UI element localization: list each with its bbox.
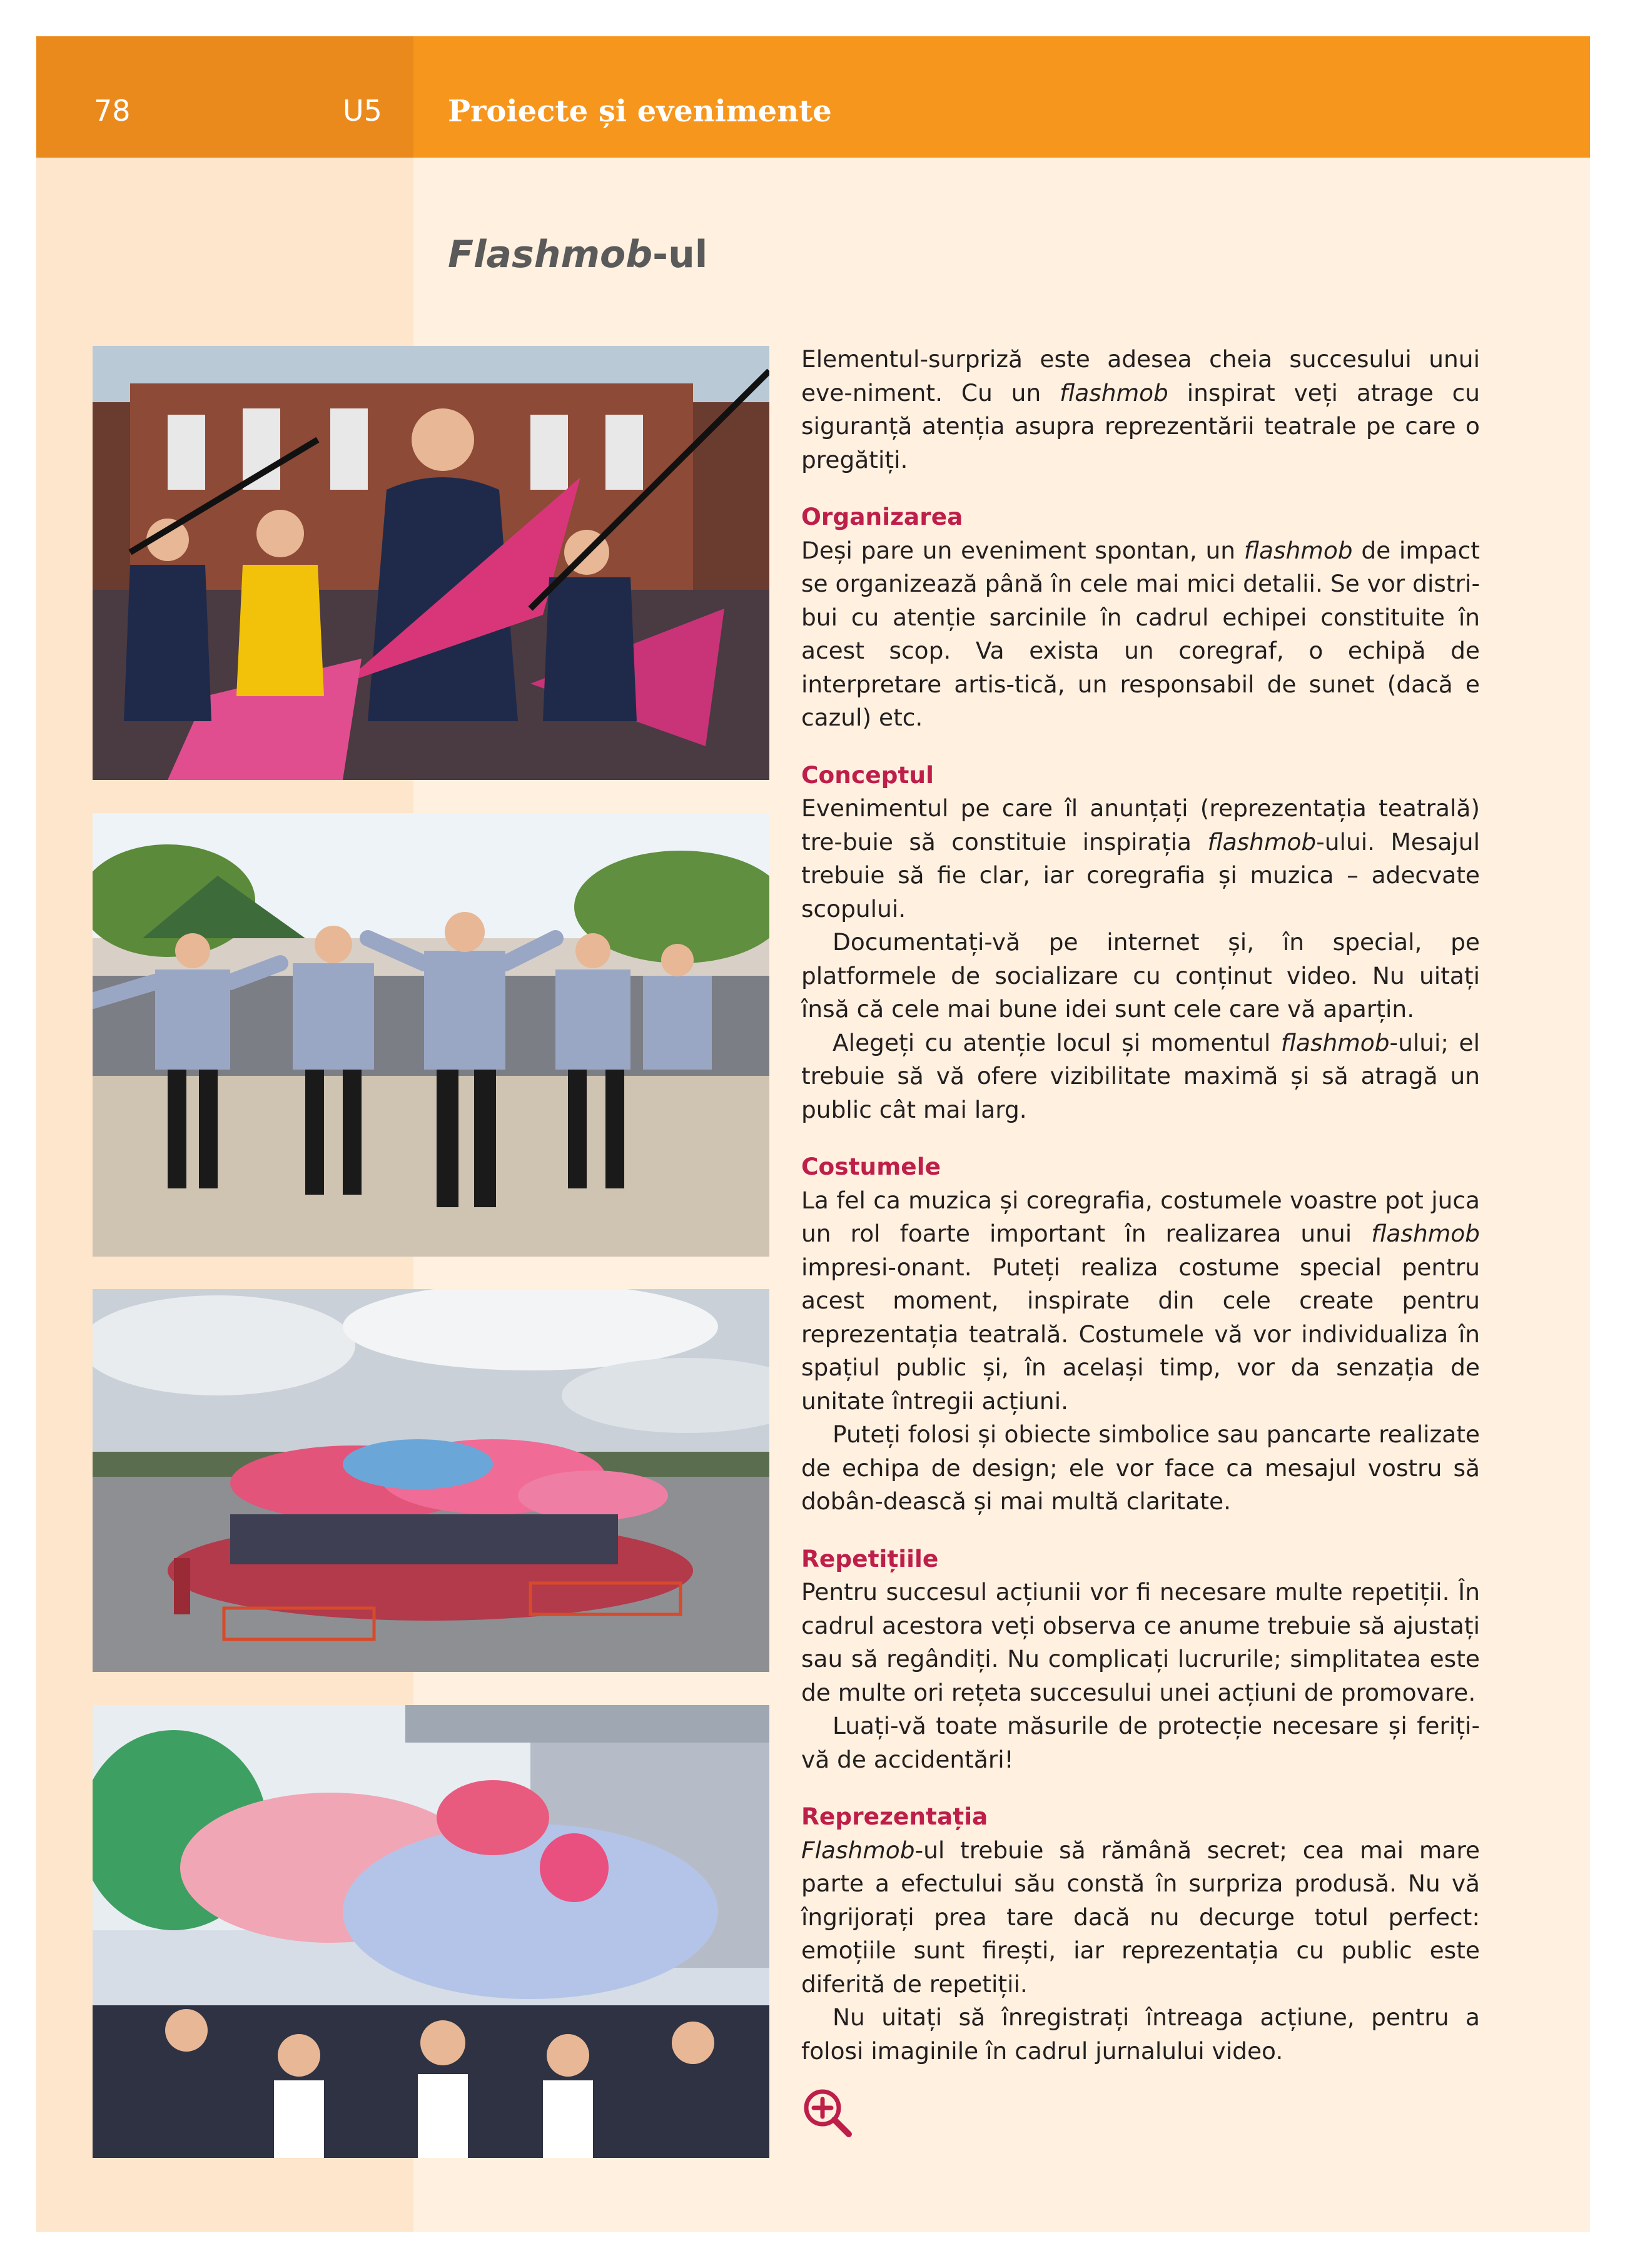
chapter-title: Proiecte și evenimente (448, 94, 832, 129)
organizarea-paragraph (801, 534, 1480, 735)
conceptul-p1-text-1: Evenimentul pe care îl anunțați (reprezentația teatrală) tre-buie să constituie inspirația (801, 794, 1480, 856)
section-title-rest: -ul (652, 233, 708, 276)
heading-repetitiile: Repetițiile (801, 1544, 939, 1572)
heading-organizarea: Organizarea (801, 503, 963, 530)
reprezentatia-paragraph-1 (801, 1834, 1480, 2002)
costumele-paragraph-2: Puteți folosi și obiecte simbolice sau pancarte realizate de echipa de design; ele vor face ca mesajul vostru să dobân-dească și mai multă claritate. (801, 1420, 1480, 1515)
organizarea-text-2: de impact se organizează până în cele mai mici detalii. Se vor distri-bui cu atenție sarcinile în cadrul echipei constituite în acest scop. Va exista un coregraf, o echipă de interpretare artis-tică, un responsabil de sunet (dacă e cazul) etc. (801, 536, 1480, 731)
heading-conceptul: Conceptul (801, 761, 934, 789)
reprezentatia-p1-text: -ul trebuie să rămână secret; cea mai mare parte a efectului său constă în surpriza produsă. Nu vă îngrijorați prea tare dacă nu decurge totul perfect: emoțiile sunt firești, iar reprezentația cu public este diferită de repetiții. (801, 1836, 1480, 1998)
heading-costumele: Costumele (801, 1153, 941, 1180)
conceptul-p3-italic: flashmob (1280, 1028, 1390, 1056)
conceptul-p1-text-2: -ului. Mesajul trebuie să fie clar, iar coregrafia și muzica – adecvate scopului. (801, 828, 1480, 923)
conceptul-paragraph-2: Documentați-vă pe internet și, în special, pe platformele de socializare cu conținut video. Nu uitați însă că cele mai bune idei sunt cele care vă aparțin. (801, 928, 1480, 1023)
conceptul-paragraph-3 (801, 1026, 1480, 1127)
intro-text-1: Elementul-surpriză este adesea cheia succesului unui eve-niment. Cu un (801, 345, 1480, 407)
repetitiile-paragraph-1: Pentru succesul acțiunii vor fi necesare multe repetiții. În cadrul acestora veți observa ce anume trebuie să ajustați sau să regândiți. Nu complicați lucrurile; simplitatea este de multe ori rețeta succesului unei acțiuni de promovare. (801, 1578, 1480, 1706)
organizarea-text-1: Deși pare un eveniment spontan, un (801, 536, 1244, 564)
repetitiile-paragraph-2: Luați-vă toate măsurile de protecție necesare și feriți-vă de accidentări! (801, 1712, 1480, 1773)
conceptul-p3-text-2: -ului; el trebuie să vă ofere vizibilitate maximă și să atragă un public cât mai larg. (801, 1028, 1480, 1123)
photo-flag-dancers (93, 346, 769, 780)
photo-color-powder-crowd (93, 1289, 769, 1672)
reprezentatia-p1-italic: Flashmob (801, 1836, 915, 1864)
intro-text-2: inspirat veți atrage cu siguranță atenția asupra reprezentării teatrale pe care o pregătiți. (801, 378, 1480, 473)
costumele-p1-text-2: impresi-onant. Puteți realiza costume special pentru acest moment, inspirate din cele create pentru reprezentația teatrală. Costumele vă vor individualiza în spațiul public și, în același timp, vor da senzația de unitate întregii acțiuni. (801, 1253, 1480, 1415)
costumele-paragraph-1 (801, 1184, 1480, 1419)
conceptul-p3-text-1: Alegeți cu atenție locul și momentul (833, 1028, 1281, 1056)
intro-text-italic: flashmob (1060, 378, 1168, 407)
zoom-in-icon[interactable] (801, 2087, 853, 2138)
conceptul-paragraph-1 (801, 792, 1480, 926)
section-title (448, 233, 707, 276)
section-title-italic: Flashmob (448, 233, 653, 276)
heading-reprezentatia: Reprezentația (801, 1803, 988, 1830)
intro-paragraph (801, 343, 1480, 477)
photo-dancers-hoodies (93, 813, 769, 1257)
costumele-p1-italic: flashmob (1371, 1220, 1480, 1247)
reprezentatia-paragraph-2: Nu uitați să înregistrați întreaga acțiune, pentru a folosi imaginile în cadrul jurnalului video. (801, 2003, 1480, 2065)
organizarea-text-italic: flashmob (1243, 536, 1353, 564)
unit-label: U5 (343, 94, 382, 128)
conceptul-p1-italic: flashmob (1207, 828, 1317, 856)
text-column (801, 343, 1480, 2138)
costumele-p1-text-1: La fel ca muzica și coregrafia, costumele voastre pot juca un rol foarte important în realizarea unui (801, 1186, 1480, 1247)
photo-smoke-celebration (93, 1705, 769, 2158)
page-number: 78 (94, 94, 131, 128)
